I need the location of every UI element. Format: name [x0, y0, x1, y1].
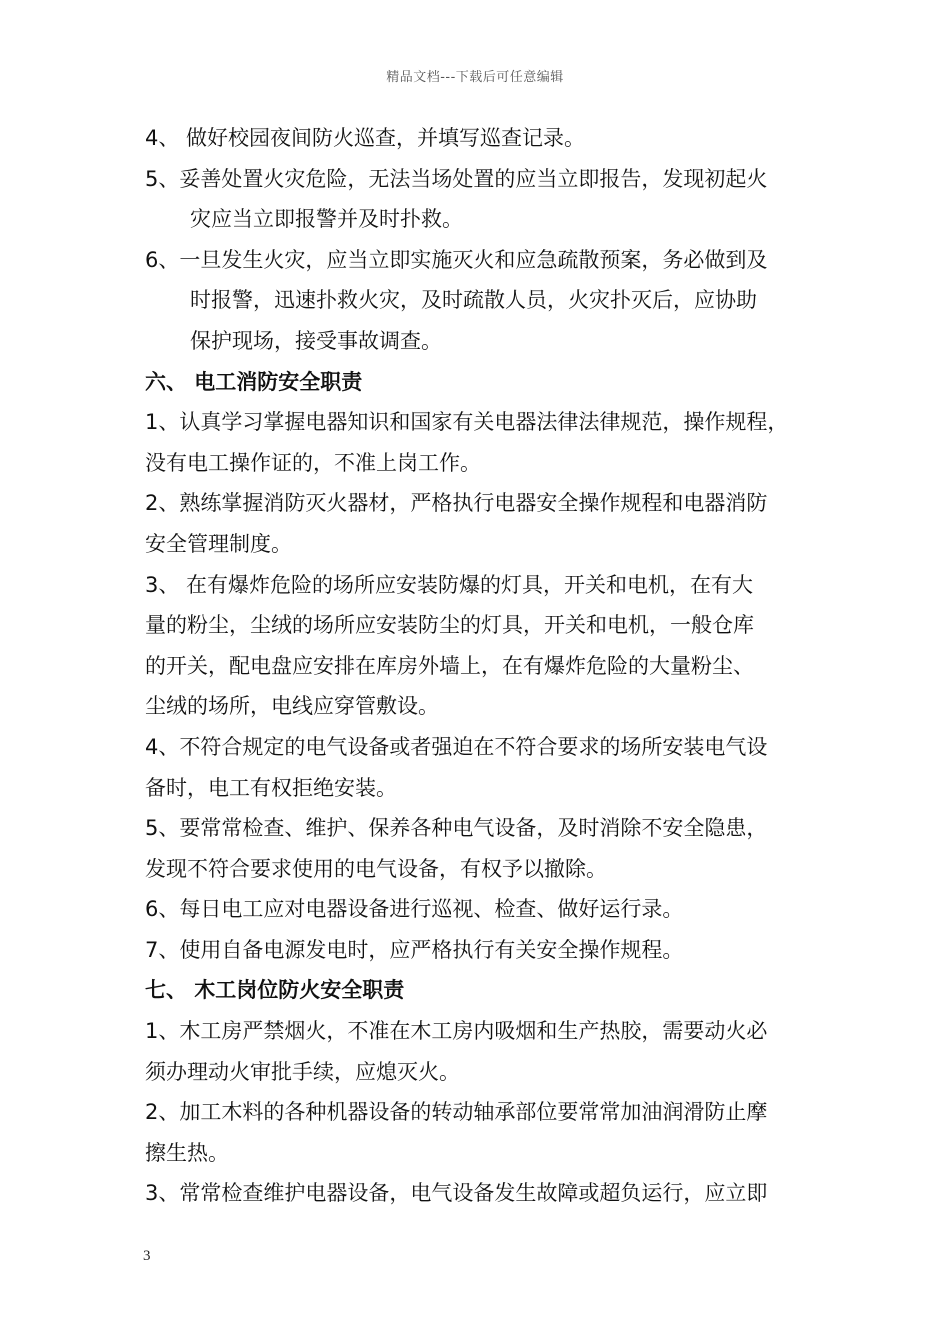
page-header: 精品文档---下载后可任意编辑: [386, 70, 564, 85]
section-heading: 六、 电工消防安全职责: [145, 369, 363, 394]
text-line: 尘绒的场所，电线应穿管敷设。: [145, 694, 439, 719]
page-number: 3: [143, 1248, 151, 1264]
text-line: 备时，电工有权拒绝安装。: [145, 775, 397, 800]
text-line: 2、加工木料的各种机器设备的转动轴承部位要常常加油润滑防止摩: [145, 1100, 768, 1125]
text-line: 没有电工操作证的，不准上岗工作。: [145, 450, 481, 475]
section-heading: 七、 木工岗位防火安全职责: [145, 978, 405, 1003]
text-line: 3、常常检查维护电器设备，电气设备发生故障或超负运行，应立即: [145, 1181, 768, 1206]
text-line: 4、 做好校园夜间防火巡查，并填写巡查记录。: [145, 126, 586, 150]
text-line: 2、熟练掌握消防灭火器材，严格执行电器安全操作规程和电器消防: [145, 491, 768, 516]
text-line: 6、一旦发生火灾，应当立即实施灭火和应急疏散预案，务必做到及: [145, 247, 768, 272]
text-line: 时报警，迅速扑救火灾，及时疏散人员，火灾扑灭后，应协助: [190, 288, 757, 313]
text-line: 5、要常常检查、维护、保养各种电气设备，及时消除不安全隐患，: [145, 816, 768, 841]
text-line: 擦生热。: [145, 1140, 229, 1165]
text-line: 保护现场，接受事故调查。: [190, 328, 442, 353]
text-line: 1、认真学习掌握电器知识和国家有关电器法律法律规范，操作规程，: [145, 410, 789, 435]
text-line: 6、每日电工应对电器设备进行巡视、检查、做好运行录。: [145, 897, 684, 922]
text-line: 1、木工房严禁烟火，不准在木工房内吸烟和生产热胶，需要动火必: [145, 1019, 768, 1044]
text-line: 安全管理制度。: [145, 531, 292, 556]
text-line: 5、妥善处置火灾危险，无法当场处置的应当立即报告，发现初起火: [145, 166, 768, 191]
text-line: 4、不符合规定的电气设备或者强迫在不符合要求的场所安装电气设: [145, 734, 768, 759]
text-line: 7、使用自备电源发电时，应严格执行有关安全操作规程。: [145, 937, 684, 962]
text-line: 须办理动火审批手续，应熄灭火。: [145, 1059, 460, 1084]
document-body: [145, 118, 825, 1214]
text-line: 灾应当立即报警并及时扑救。: [190, 207, 463, 232]
text-line: 的开关，配电盘应安排在库房外墙上，在有爆炸危险的大量粉尘、: [145, 653, 754, 678]
text-line: 量的粉尘，尘绒的场所应安装防尘的灯具，开关和电机，一般仓库: [145, 613, 754, 638]
text-line: 发现不符合要求使用的电气设备，有权予以撤除。: [145, 856, 607, 881]
text-line: 3、 在有爆炸危险的场所应安装防爆的灯具，开关和电机，在有大: [145, 572, 754, 597]
